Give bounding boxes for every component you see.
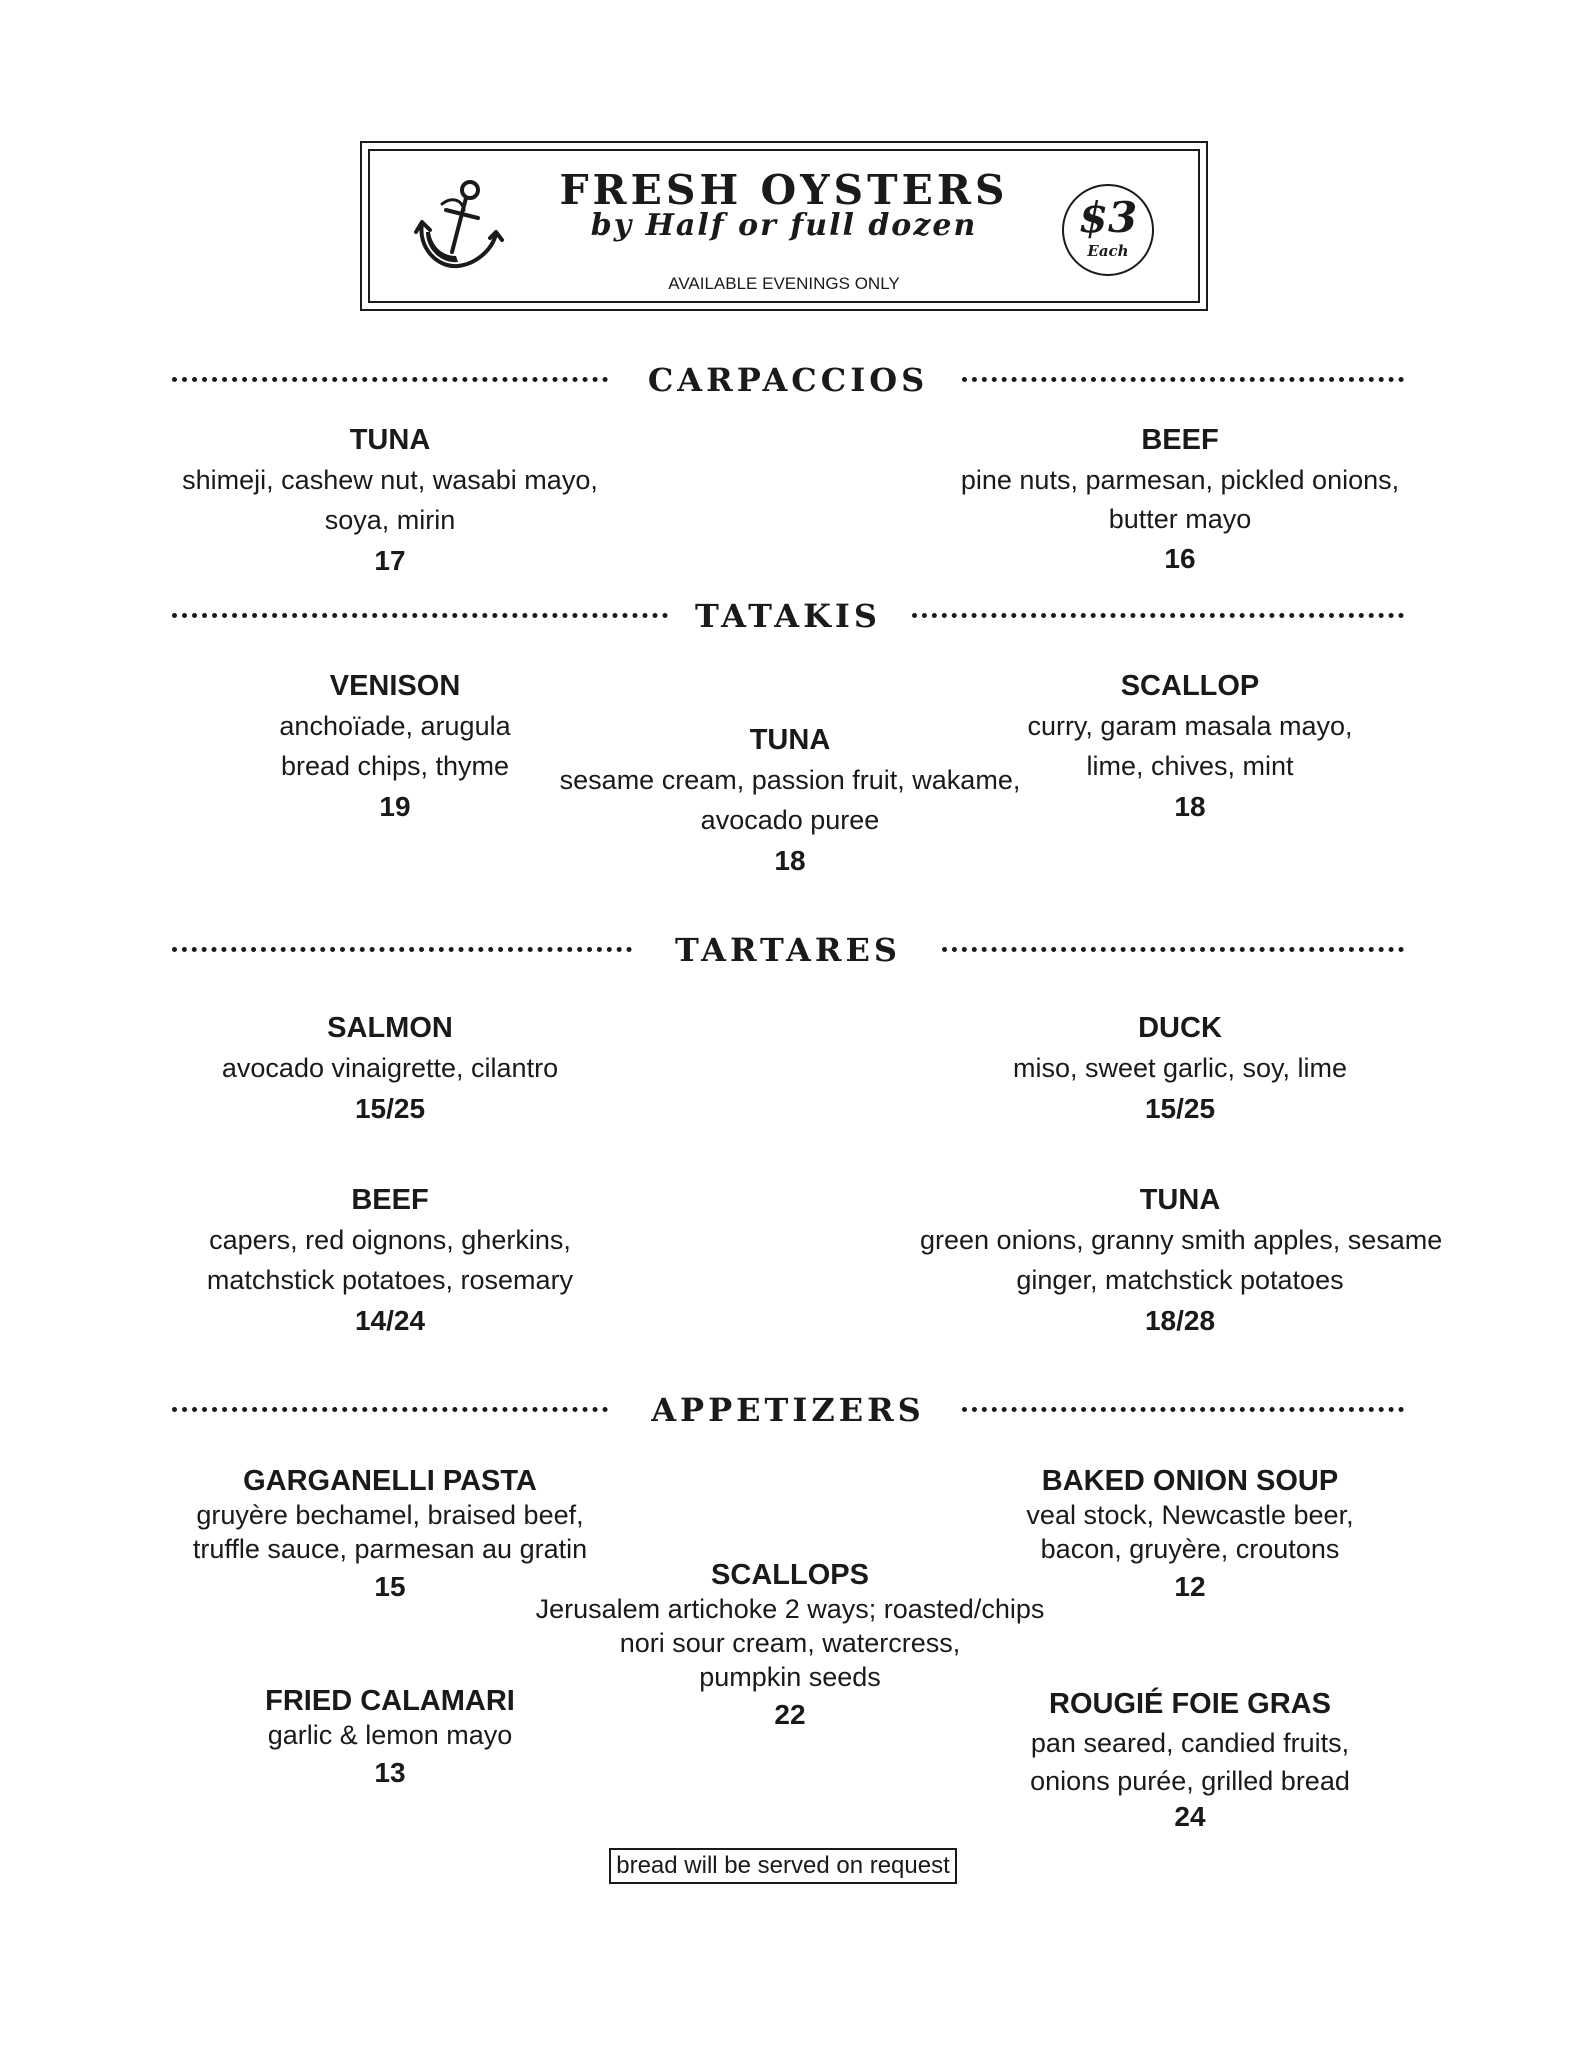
item-description: capers, red oignons, gherkins, [209,1225,571,1255]
menu-item [150,1684,630,1794]
item-name: BEEF [351,1184,429,1216]
menu-item [920,1008,1440,1130]
item-price: 22 [774,1699,806,1730]
item-name: FRIED CALAMARI [265,1685,515,1717]
item-description: pine nuts, parmesan, pickled onions, [960,465,1400,495]
section-header-carpaccios [172,360,1404,400]
item-price: 18/28 [1144,1305,1216,1336]
item-description: gruyère bechamel, braised beef, [196,1500,584,1530]
oyster-title: FRESH OYSTERS [559,166,1009,214]
item-description: lime, chives, mint [1086,751,1294,781]
oyster-note: AVAILABLE EVENINGS ONLY [668,274,900,293]
item-description: truffle sauce, parmesan au gratin [192,1534,588,1564]
item-price: 24 [1174,1801,1206,1832]
item-description: shimeji, cashew nut, wasabi mayo, [182,465,598,495]
section-title-tatakis: TATAKIS [695,597,881,635]
item-description: butter mayo [1108,504,1252,534]
item-name: TUNA [349,424,431,456]
item-description: curry, garam masala mayo, [1027,711,1353,741]
item-description: veal stock, Newcastle beer, [1026,1500,1354,1530]
item-price: 14/24 [354,1305,426,1336]
item-description: avocado vinaigrette, cilantro [221,1053,559,1083]
item-description: avocado puree [700,805,880,835]
item-price: 16 [1164,543,1196,574]
dotted-rule-right [962,377,1404,382]
item-name: SCALLOPS [711,1559,869,1591]
menu-item [150,1008,630,1130]
item-name: GARGANELLI PASTA [243,1465,537,1497]
item-name: DUCK [1138,1012,1222,1044]
menu-item [920,1180,1443,1342]
item-price: 13 [374,1757,406,1788]
section-title-carpaccios: CARPACCIOS [647,361,929,399]
dotted-rule-right [912,613,1404,618]
item-name: TUNA [1139,1184,1221,1216]
item-price: 15/25 [354,1093,426,1124]
item-name: SCALLOP [1120,670,1260,702]
item-name: SALMON [327,1012,453,1044]
menu-item [150,1180,630,1342]
item-description: matchstick potatoes, rosemary [206,1265,574,1295]
item-name: ROUGIÉ FOIE GRAS [1049,1688,1331,1720]
item-price: 19 [379,791,411,822]
menu-item [940,1684,1440,1834]
dotted-rule-right [942,947,1404,952]
menu-item [940,666,1440,828]
dotted-rule-right [962,1407,1404,1412]
menu-item [920,420,1440,580]
item-description: Jerusalem artichoke 2 ways; roasted/chips [535,1594,1045,1624]
item-description: green onions, granny smith apples, sesame [920,1225,1443,1255]
section-header-appetizers [172,1390,1404,1430]
oyster-price-badge [1062,184,1154,276]
item-price: 12 [1174,1571,1206,1602]
item-name: TUNA [749,724,831,756]
item-description: bread chips, thyme [280,751,510,781]
item-description: nori sour cream, watercress, [619,1628,961,1658]
item-name: BEEF [1141,424,1219,456]
oyster-subtitle: by Half or full dozen [590,208,978,243]
item-description: anchoïade, arugula [279,711,511,741]
item-name: BAKED ONION SOUP [1041,1465,1339,1497]
item-description: pumpkin seeds [699,1662,881,1692]
item-description: sesame cream, passion fruit, wakame, [559,765,1021,795]
footer-note: bread will be served on request [609,1848,957,1884]
item-price: 17 [374,545,406,576]
item-description: miso, sweet garlic, soy, lime [1012,1053,1348,1083]
section-title-appetizers: APPETIZERS [651,1391,925,1429]
item-description: soya, mirin [324,505,456,535]
item-description: garlic & lemon mayo [267,1720,513,1750]
section-header-tatakis [172,596,1404,636]
item-price: 18 [774,845,806,876]
item-description: bacon, gruyère, croutons [1040,1534,1340,1564]
item-description: pan seared, candied fruits, [1030,1728,1350,1758]
section-header-tartares [172,930,1404,970]
item-description: ginger, matchstick potatoes [1016,1265,1344,1295]
menu-item [150,420,630,582]
section-title-tartares: TARTARES [675,931,901,969]
oyster-price-unit: Each [1087,242,1129,260]
item-description: onions purée, grilled bread [1030,1766,1350,1796]
item-price: 15/25 [1144,1093,1216,1124]
item-price: 15 [374,1571,406,1602]
item-price: 18 [1174,791,1206,822]
oyster-price-amount: $3 [1078,193,1138,242]
item-name: VENISON [329,670,461,702]
